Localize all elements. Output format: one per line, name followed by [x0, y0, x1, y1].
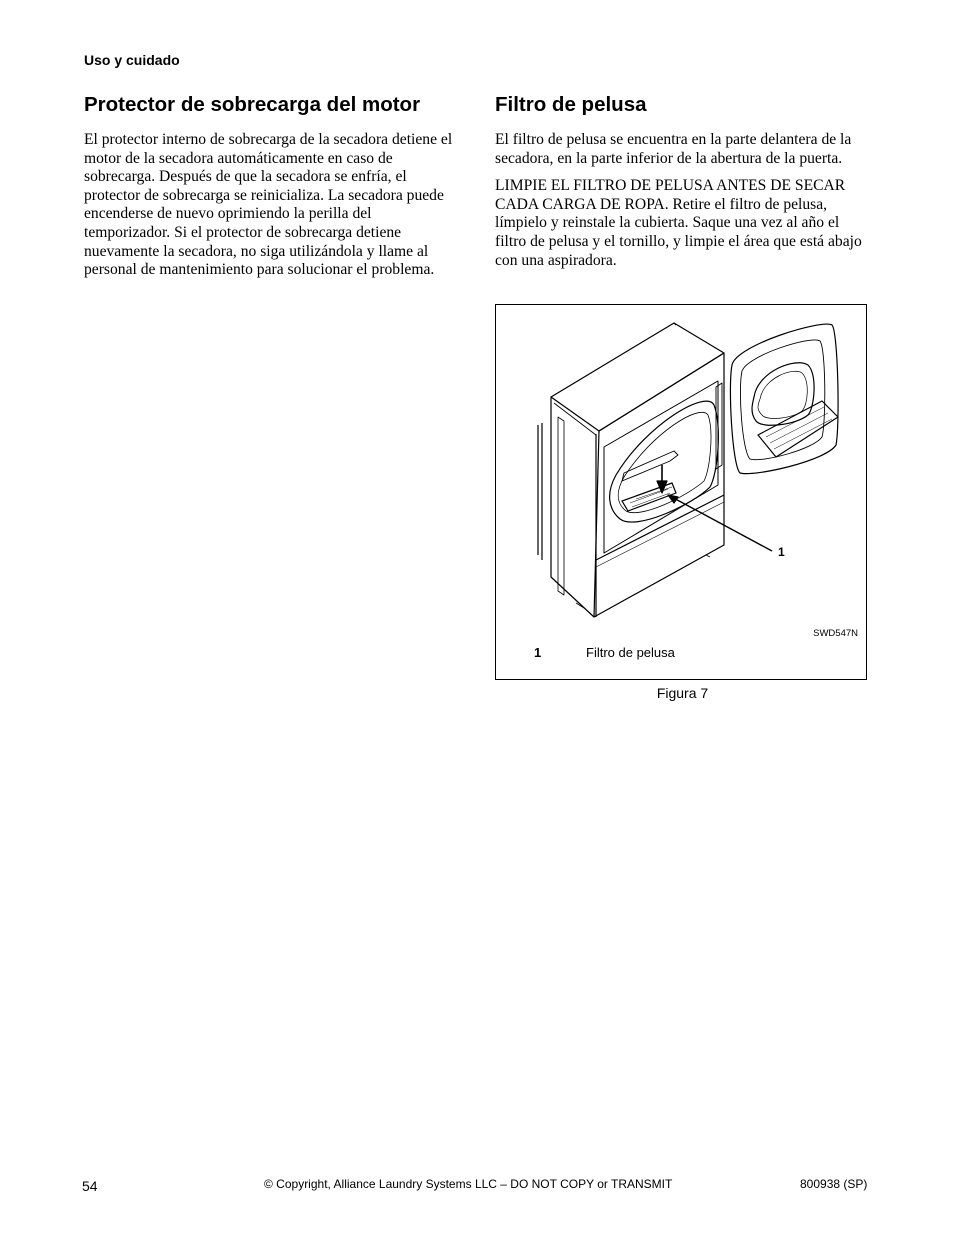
- figure-caption: Figura 7: [656, 685, 709, 701]
- legend-label: Filtro de pelusa: [586, 645, 675, 660]
- dryer-illustration: [496, 305, 868, 681]
- legend-number: 1: [534, 645, 542, 660]
- figure-box: [495, 304, 867, 680]
- lint-filter-title: Filtro de pelusa: [495, 93, 647, 116]
- copyright-notice: © Copyright, Alliance Laundry Systems LLC – DO NOT COPY or TRANSMIT: [264, 1177, 673, 1191]
- section-label: Uso y cuidado: [84, 52, 180, 68]
- page-number: 54: [82, 1178, 98, 1194]
- right-column: [495, 93, 870, 279]
- lint-filter-paragraph-2: LIMPIE EL FILTRO DE PELUSA ANTES DE SECAR CADA CARGA DE ROPA. Retire el filtro de pelusa, límpielo y reinstale la cubierta. Saque una vez al año el filtro de pelusa y el tornillo, y limpie el área que está abajo con una aspiradora.: [495, 177, 862, 269]
- motor-overload-paragraph: El protector interno de sobrecarga de la secadora detiene el motor de la secadora automáticamente en caso de sobrecarga. Después de que la secadora se enfría, el protector de sobrecarga se reinicializa. La secadora puede encenderse de nuevo oprimiendo la perilla del temporizador. Si el protector de sobrecarga detiene nuevamente la secadora, no siga utilizándola y llame al personal de mantenimiento para solucionar el problema.: [84, 131, 453, 279]
- document-id: 800938 (SP): [800, 1177, 868, 1191]
- lint-filter-paragraph-1: El filtro de pelusa se encuentra en la parte delantera de la secadora, en la parte inferior de la abertura de la puerta.: [495, 131, 852, 167]
- motor-overload-title: Protector de sobrecarga del motor: [84, 93, 421, 116]
- figure-code: SWD547N: [813, 628, 858, 639]
- left-column: [84, 93, 459, 289]
- callout-number: 1: [778, 545, 785, 559]
